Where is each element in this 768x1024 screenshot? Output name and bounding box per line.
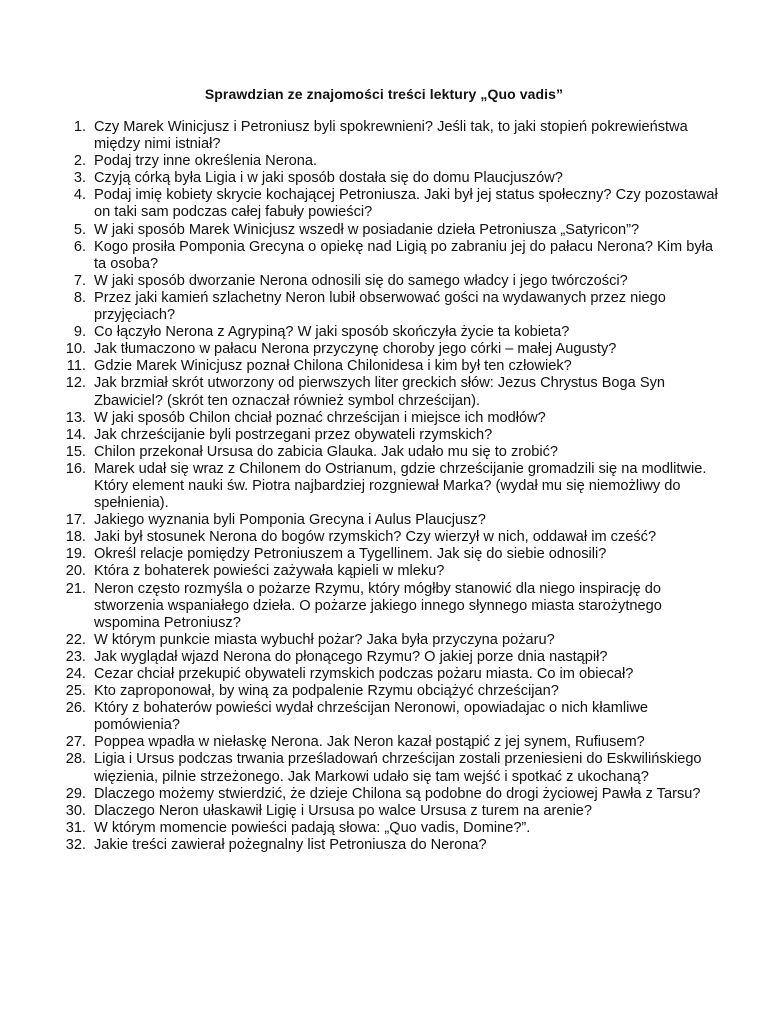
question-item — [60, 751, 720, 785]
question-text: Co łączyło Nerona z Agrypiną? W jaki sposób skończyła życie ta kobieta? — [94, 324, 570, 341]
question-number: 8. — [73, 289, 86, 306]
question-text: Jakiego wyznania byli Pomponia Grecyna i Aulus Plaucjusz? — [94, 512, 486, 529]
question-number: 5. — [73, 221, 86, 238]
question-item — [60, 683, 720, 700]
question-item — [60, 239, 720, 273]
question-item — [60, 512, 720, 529]
question-text: Jak wyglądał wjazd Nerona do płonącego Rzymu? O jakiej porze dnia nastąpił? — [94, 648, 608, 665]
question-item — [60, 581, 720, 632]
question-item — [60, 375, 720, 409]
question-item — [60, 820, 720, 837]
question-item — [60, 700, 720, 734]
question-text: Chilon przekonał Ursusa do zabicia Glauka. Jak udało mu się to zrobić? — [94, 443, 558, 460]
question-number: 19. — [65, 546, 86, 563]
question-number: 24. — [65, 666, 86, 682]
question-number: 14. — [65, 426, 86, 443]
question-text: Która z bohaterek powieści zażywała kąpieli w mleku? — [94, 563, 445, 580]
question-text: W którym punkcie miasta wybuchł pożar? Jaka była przyczyna pożaru? — [94, 631, 555, 648]
question-text: Cezar chciał przekupić obywateli rzymskich podczas pożaru miasta. Co im obiecał? — [94, 666, 634, 682]
question-text: Podaj trzy inne określenia Nerona. — [94, 153, 318, 170]
question-item — [60, 273, 720, 290]
question-number: 3. — [73, 170, 86, 187]
question-text: Marek udał się wraz z Chilonem do Ostrianum, gdzie chrześcijanie gromadzili się na modlitwie. Który element nauki św. Piotra najbardziej rozgniewał Marka? (wydał mu się niemożliwy do spełnienia). — [94, 460, 707, 512]
question-text: Neron często rozmyśla o pożarze Rzymu, który mógłby stanowić dla niego inspirację do stworzenia wspaniałego dzieła. O pożarze jakiego innego słynnego miasta starożytnego wspomina Petroniusz? — [94, 580, 662, 631]
question-item — [60, 153, 720, 170]
question-number: 26. — [65, 700, 86, 717]
question-item — [60, 786, 720, 803]
question-text: Poppea wpadła w niełaskę Nerona. Jak Neron kazał postąpić z jej synem, Rufiusem? — [94, 734, 645, 751]
question-text: Przez jaki kamień szlachetny Neron lubił obserwować gości na wydawanych przez niego przyjęciach? — [94, 289, 666, 324]
question-text: Czy Marek Winicjusz i Petroniusz byli spokrewnieni? Jeśli tak, to jaki stopień pokrewieństwa między nimi istniał? — [94, 119, 688, 153]
question-number: 7. — [73, 272, 86, 289]
question-number: 29. — [65, 785, 86, 802]
question-item — [60, 461, 720, 512]
question-text: Ligia i Ursus podczas trwania prześladowań chrześcijan zostali przeniesieni do Eskwilińskiego więzienia, pilnie strzeżonego. Jak Markowi udało się tam wejść i spotkać z ukochaną? — [94, 751, 702, 785]
question-item — [60, 341, 720, 358]
question-item — [60, 324, 720, 341]
question-number: 25. — [65, 683, 86, 700]
question-text: Jak tłumaczono w pałacu Nerona przyczynę choroby jego córki – małej Augusty? — [94, 341, 617, 358]
question-text: W jaki sposób dworzanie Nerona odnosili się do samego władcy i jego twórczości? — [94, 272, 628, 289]
question-text: Jak brzmiał skrót utworzony od pierwszych liter greckich słów: Jezus Chrystus Boga Syn Zbawiciel? (skrót ten oznaczał również symbol chrześcijan). — [94, 375, 665, 409]
question-text: Kto zaproponował, by winą za podpalenie Rzymu obciążyć chrześcijan? — [94, 683, 559, 700]
question-number: 13. — [65, 409, 86, 426]
question-number: 18. — [65, 529, 86, 546]
question-item — [60, 444, 720, 461]
question-item — [60, 529, 720, 546]
question-number: 10. — [65, 341, 86, 358]
question-item — [60, 632, 720, 649]
question-number: 30. — [65, 802, 86, 819]
question-number: 31. — [65, 819, 86, 836]
question-text: Podaj imię kobiety skrycie kochającej Petroniusza. Jaki był jej status społeczny? Czy pozostawał on taki sam podczas całej fabuły powieści? — [94, 187, 718, 221]
question-item — [60, 649, 720, 666]
question-number: 32. — [65, 836, 86, 853]
question-number: 4. — [73, 187, 86, 204]
question-item — [60, 427, 720, 444]
question-number: 1. — [73, 119, 86, 135]
question-text: Kogo prosiła Pomponia Grecyna o opiekę nad Ligią po zabraniu jej do pałacu Nerona? Kim była ta osoba? — [94, 238, 714, 272]
question-item — [60, 119, 720, 153]
question-text: Jaki był stosunek Nerona do bogów rzymskich? Czy wierzył w nich, oddawał im cześć? — [94, 529, 657, 546]
question-item — [60, 666, 720, 683]
question-list — [60, 119, 720, 854]
question-text: W jaki sposób Chilon chciał poznać chrześcijan i miejsce ich modłów? — [94, 409, 546, 426]
question-text: W którym momencie powieści padają słowa: „Quo vadis, Domine?”. — [94, 819, 531, 836]
question-number: 9. — [73, 324, 86, 341]
question-item — [60, 410, 720, 427]
question-number: 11. — [66, 358, 86, 375]
question-item — [60, 734, 720, 751]
question-number: 6. — [73, 238, 86, 255]
question-text: Określ relacje pomiędzy Petroniuszem a Tygellinem. Jak się do siebie odnosili? — [94, 546, 607, 563]
question-text: Czyją córką była Ligia i w jaki sposób dostała się do domu Plaucjuszów? — [94, 170, 563, 187]
question-text: Dlaczego Neron ułaskawił Ligię i Ursusa po walce Ursusa z turem na arenie? — [94, 802, 593, 819]
question-item — [60, 290, 720, 324]
question-item — [60, 358, 720, 375]
question-item — [60, 170, 720, 187]
question-number: 17. — [65, 512, 86, 529]
question-number: 23. — [65, 648, 86, 665]
question-number: 15. — [65, 443, 86, 460]
question-text: W jaki sposób Marek Winicjusz wszedł w posiadanie dzieła Petroniusza „Satyricon”? — [94, 221, 640, 238]
question-number: 22. — [65, 631, 86, 648]
question-text: Dlaczego możemy stwierdzić, że dzieje Chilona są podobne do drogi życiowej Pawła z Tarsu? — [94, 785, 701, 802]
question-item — [60, 563, 720, 580]
question-text: Jak chrześcijanie byli postrzegani przez obywateli rzymskich? — [94, 426, 493, 443]
question-item — [60, 222, 720, 239]
question-text: Jakie treści zawierał pożegnalny list Petroniusza do Nerona? — [94, 836, 487, 853]
question-number: 21. — [65, 580, 86, 597]
question-number: 20. — [65, 563, 86, 580]
question-text: Który z bohaterów powieści wydał chrześcijan Neronowi, opowiadajac o nich kłamliwe pomówienia? — [94, 700, 649, 734]
question-item — [60, 546, 720, 563]
question-number: 2. — [73, 153, 86, 170]
question-number: 28. — [65, 751, 86, 768]
question-number: 16. — [65, 460, 86, 477]
question-number: 27. — [65, 734, 86, 751]
document-title: Sprawdzian ze znajomości treści lektury „Quo vadis” — [204, 86, 564, 102]
question-item — [60, 803, 720, 820]
question-text: Gdzie Marek Winicjusz poznał Chilona Chilonidesa i kim był ten człowiek? — [94, 358, 572, 375]
question-item — [60, 187, 720, 221]
question-number: 12. — [65, 375, 86, 392]
question-item — [60, 837, 720, 854]
